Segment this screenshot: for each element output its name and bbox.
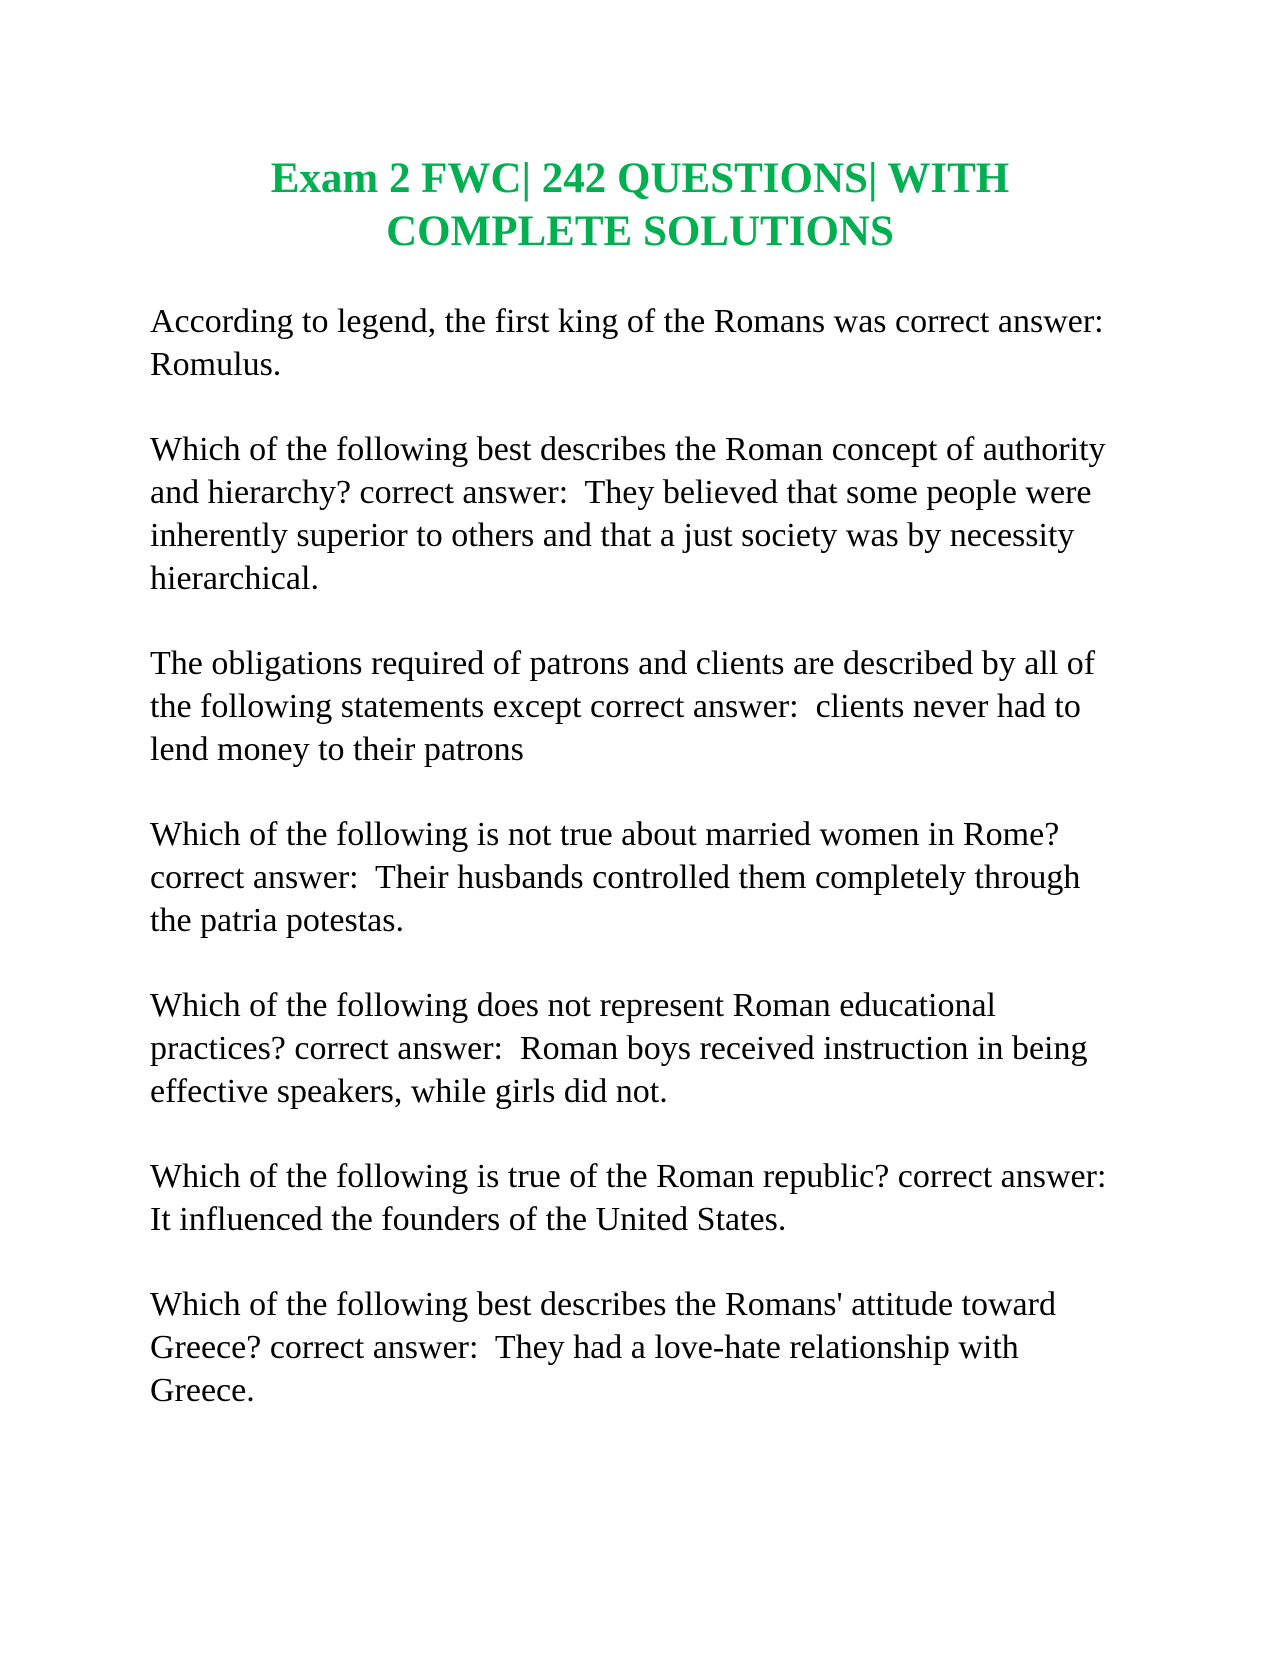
document-title	[150, 152, 1130, 258]
question-item-6: Which of the following is true of the Roman republic? correct answer: It influenced the founders of the United States.	[150, 1158, 1124, 1238]
title-line-1: Exam 2 FWC| 242 QUESTIONS| WITH	[270, 155, 1010, 202]
question-list	[150, 300, 1130, 1454]
question-item-5: Which of the following does not represent Roman educational practices? correct answer: Roman boys received instruction in being effective speakers, while girls did not.	[150, 987, 1096, 1110]
question-item-7: Which of the following best describes the Romans' attitude toward Greece? correct answer: They had a love-hate relationship with Greece.	[150, 1286, 1065, 1409]
question-item-4: Which of the following is not true about married women in Rome? correct answer: Their husbands controlled them completely through the patria potestas.	[150, 816, 1089, 939]
question-item-1: According to legend, the first king of the Romans was correct answer: Romulus.	[150, 303, 1121, 383]
question-item-3: The obligations required of patrons and clients are described by all of the following statements except correct answer: clients never had to lend money to their patrons	[150, 645, 1104, 768]
title-line-2: COMPLETE SOLUTIONS	[386, 208, 894, 255]
question-item-2: Which of the following best describes the Roman concept of authority and hierarchy? correct answer: They believed that some people were inherently superior to others and that a just society was by necessity hierarchical.	[150, 431, 1115, 597]
